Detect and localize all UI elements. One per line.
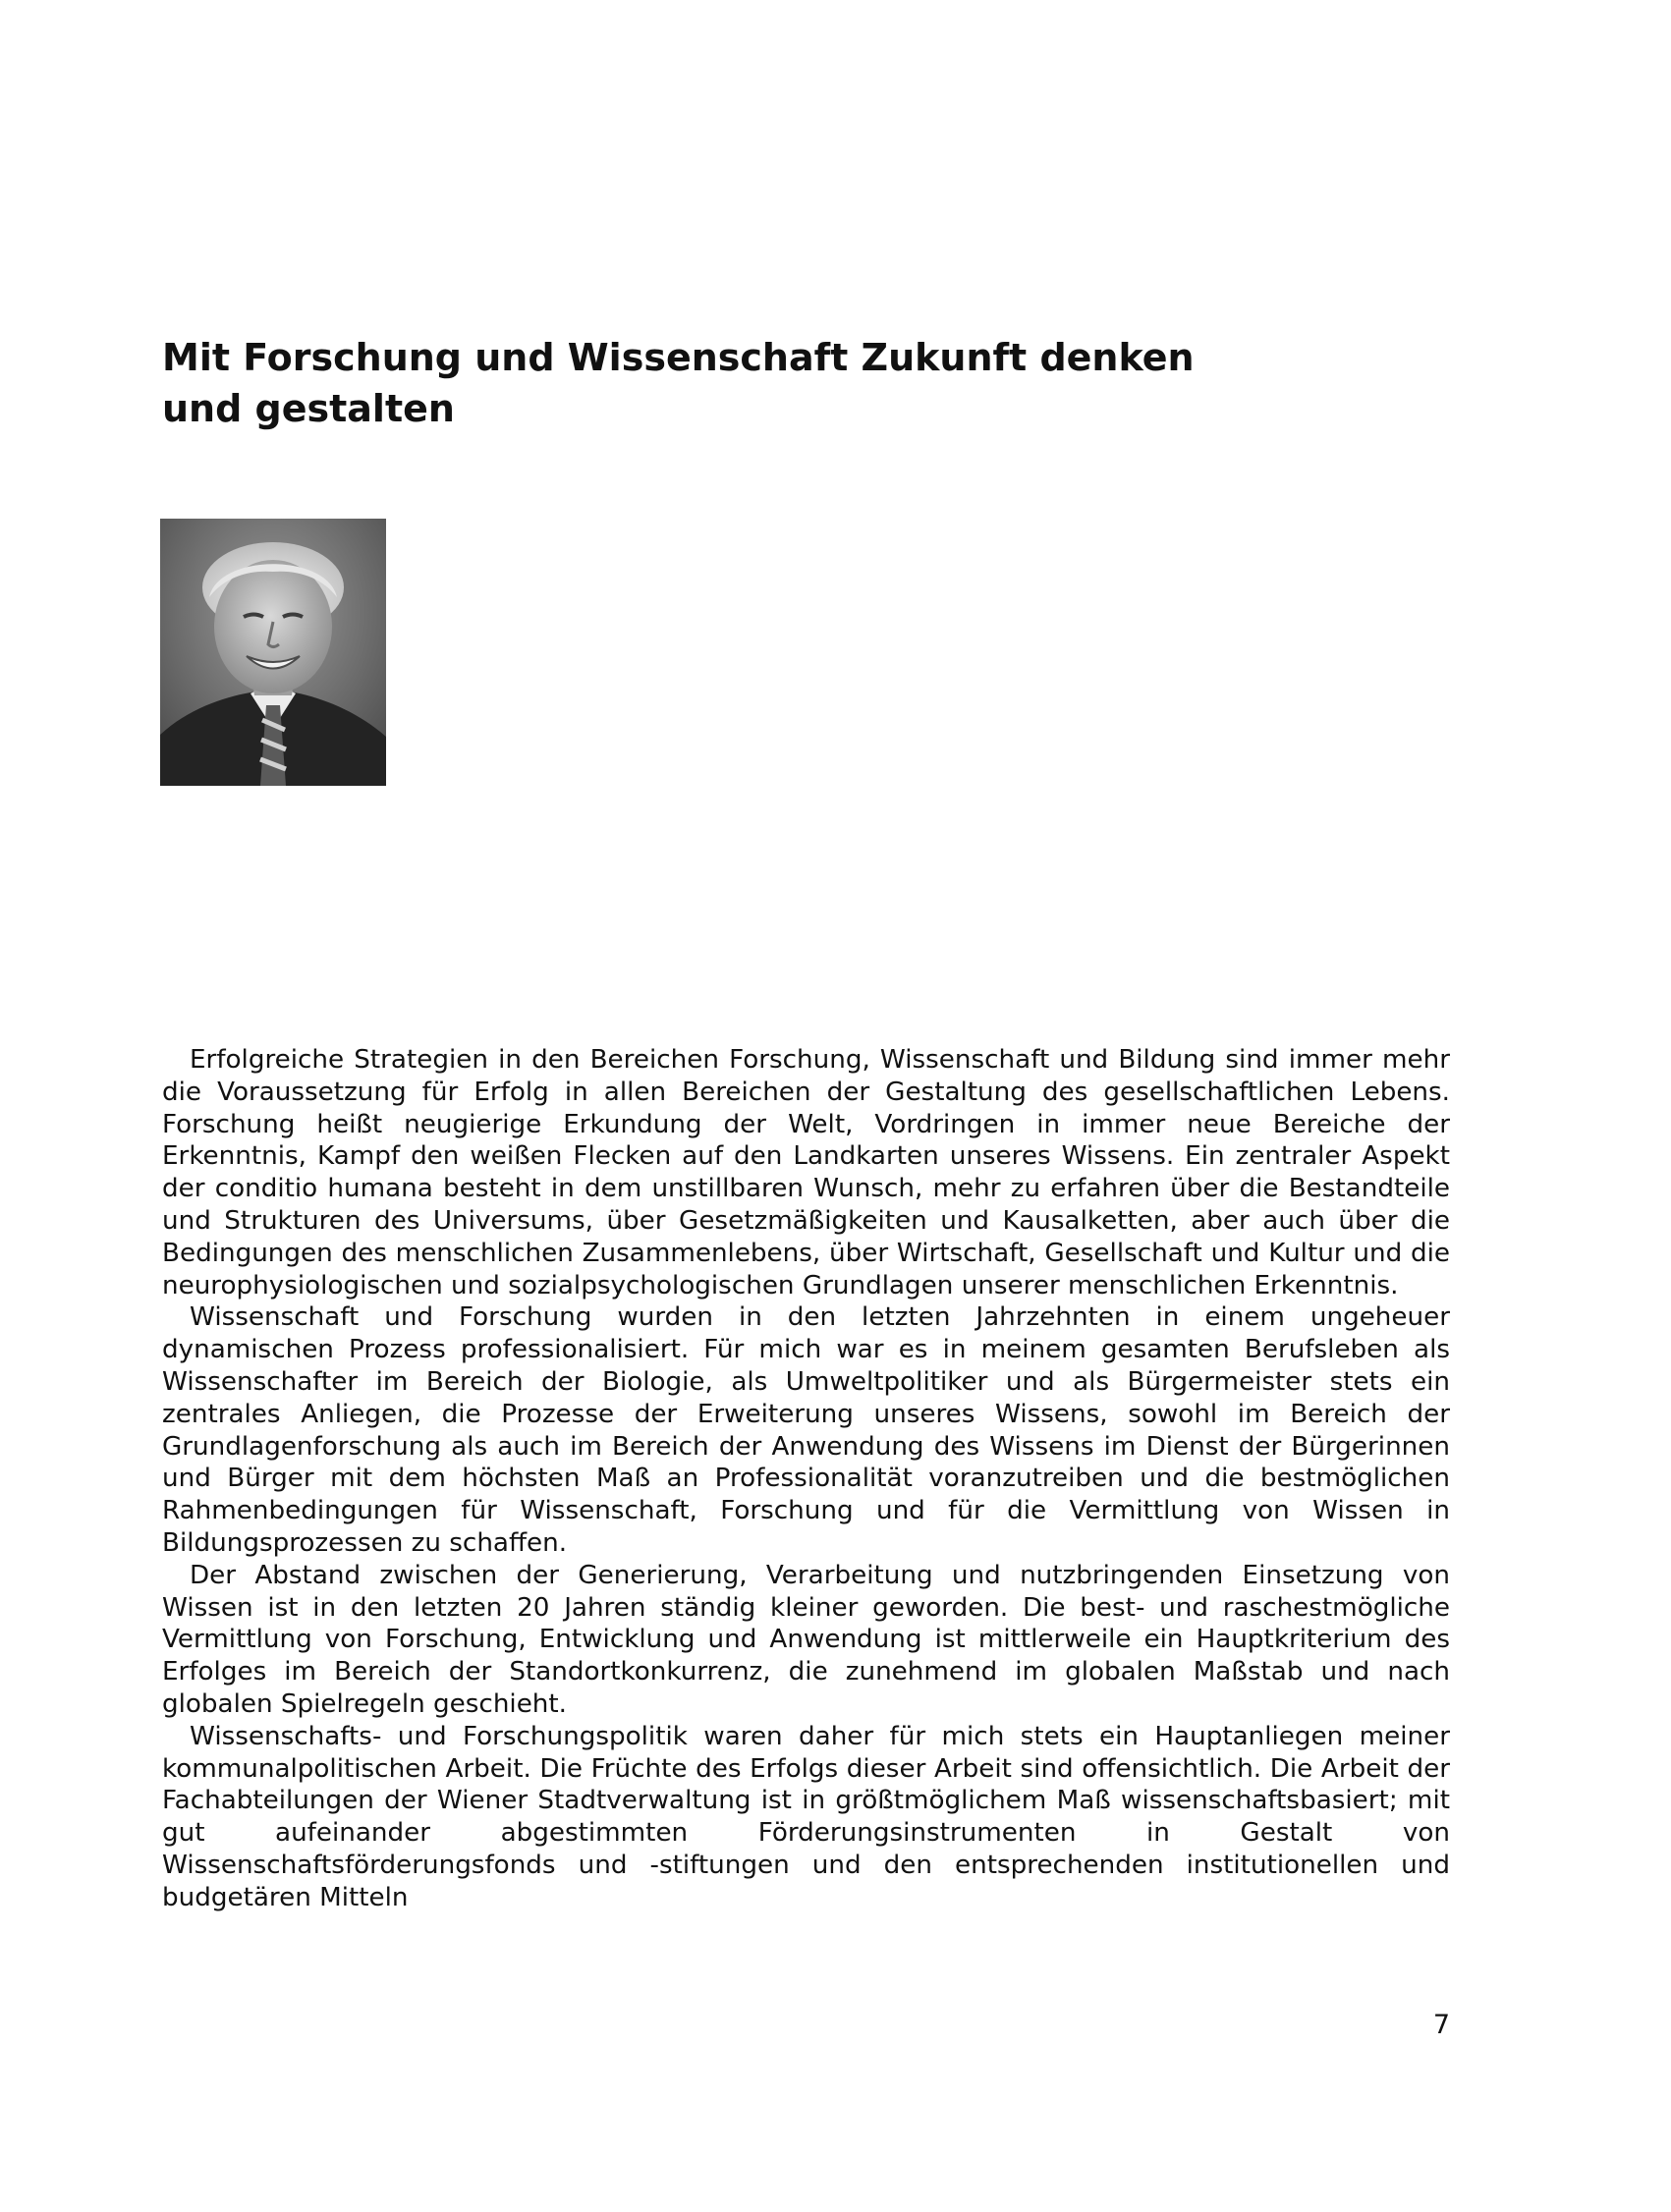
- page-title-line-2: und gestalten: [162, 387, 455, 430]
- author-portrait: [160, 519, 386, 786]
- page-title: [162, 332, 1282, 434]
- paragraph: Der Abstand zwischen der Generierung, Verarbeitung und nutzbringenden Einsetzung von Wissen ist in den letzten 20 Jahren ständig kleiner geworden. Die best- und raschestmögliche Vermittlung von Forschung, Entwicklung und Anwendung ist mittlerweile ein Hauptkriterium des Erfolges im Bereich der Standortkonkurrenz, die zunehmend im globalen Maßstab und nach globalen Spielregeln geschieht.: [162, 1560, 1450, 1719]
- page-title-line-1: Mit Forschung und Wissenschaft Zukunft denken: [162, 336, 1195, 379]
- body-text: [162, 1044, 1450, 1914]
- paragraph: Wissenschaft und Forschung wurden in den letzten Jahrzehnten in einem ungeheuer dynamischen Prozess professionalisiert. Für mich war es in meinem gesamten Berufsleben als Wissenschafter im Bereich der Biologie, als Umweltpolitiker und als Bürgermeister stets ein zentrales Anliegen, die Prozesse der Erweiterung unseres Wissens, sowohl im Bereich der Grundlagenforschung als auch im Bereich der Anwendung des Wissens im Dienst der Bürgerinnen und Bürger mit dem höchsten Maß an Professionalität voranzutreiben und die bestmöglichen Rahmenbedingungen für Wissenschaft, Forschung und für die Vermittlung von Wissen in Bildungsprozessen zu schaffen.: [162, 1302, 1450, 1558]
- paragraph: Erfolgreiche Strategien in den Bereichen Forschung, Wissenschaft und Bildung sind immer mehr die Voraussetzung für Erfolg in allen Bereichen der Gestaltung des gesellschaftlichen Lebens. Forschung heißt neugierige Erkundung der Welt, Vordringen in immer neue Bereiche der Erkenntnis, Kampf den weißen Flecken auf den Landkarten unseres Wissens. Ein zentraler Aspekt der conditio humana besteht in dem unstillbaren Wunsch, mehr zu erfahren über die Bestandteile und Strukturen des Universums, über Gesetzmäßigkeiten und Kausalketten, aber auch über die Bedingungen des menschlichen Zusammenlebens, über Wirtschaft, Gesellschaft und Kultur und die neurophysiologischen und sozialpsychologischen Grundlagen unserer menschlichen Erkenntnis.: [162, 1045, 1450, 1300]
- paragraph: Wissenschafts- und Forschungspolitik waren daher für mich stets ein Hauptanliegen meiner kommunalpolitischen Arbeit. Die Früchte des Erfolgs dieser Arbeit sind offensichtlich. Die Arbeit der Fachabteilungen der Wiener Stadtverwaltung ist in größtmöglichem Maß wissenschaftsbasiert; mit gut aufeinander abgestimmten Förderungsinstrumenten in Gestalt von Wissenschaftsförderungsfonds und -stiftungen und den entsprechenden institutionellen und budgetären Mitteln: [162, 1721, 1450, 1912]
- page-number: 7: [1432, 2010, 1450, 2040]
